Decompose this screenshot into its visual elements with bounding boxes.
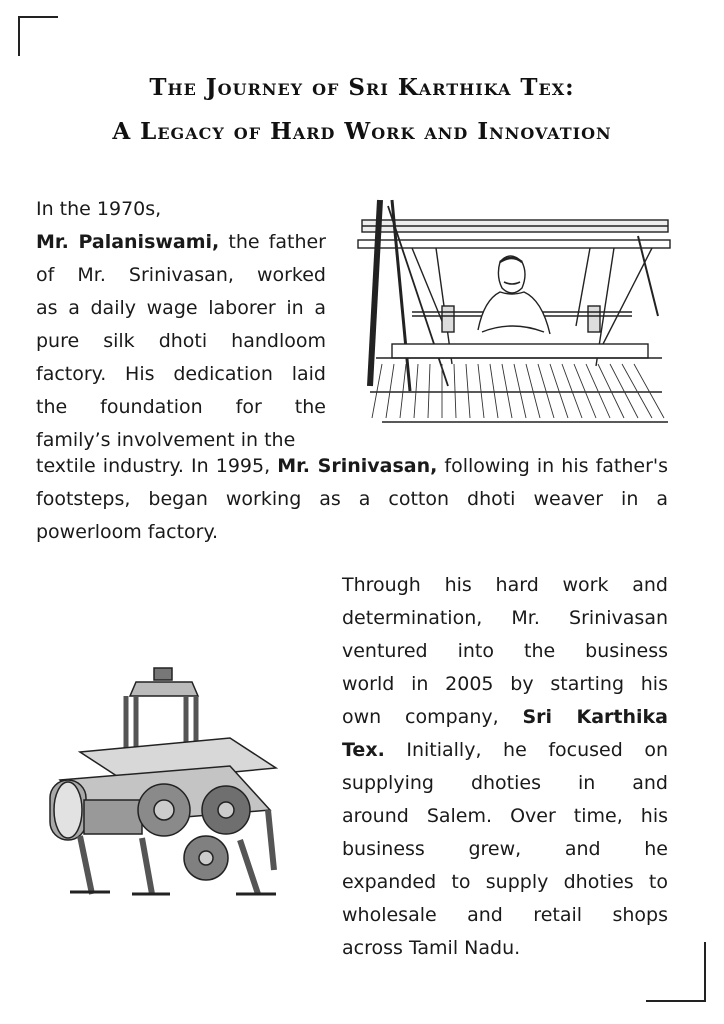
page-subtitle: A Legacy of Hard Work and Innovation — [112, 118, 612, 145]
intro-line-2-rest: the father — [219, 231, 326, 253]
business-line-12: across Tamil Nadu. — [342, 937, 521, 959]
business-line-5-text: own company, — [342, 706, 523, 728]
powerloom-machine-illustration — [40, 660, 292, 905]
company-name-part-1: Sri Karthika — [522, 706, 668, 728]
business-line-10: expanded to supply dhoties to — [342, 871, 668, 893]
intro-line-1: In the 1970s, — [36, 198, 162, 220]
intro-line-5: pure silk dhoti handloom — [36, 330, 326, 352]
business-line-4: world in 2005 by starting his — [342, 673, 668, 695]
intro-line-7: the foundation for the — [36, 396, 326, 418]
business-line-11: wholesale and retail shops — [342, 904, 668, 926]
intro-line-8: family’s involvement in the — [36, 429, 296, 451]
srinivasan-name: Mr. Srinivasan, — [277, 455, 438, 477]
business-line-8: around Salem. Over time, his — [342, 805, 668, 827]
intro-line-2 — [36, 226, 326, 259]
business-line-3: ventured into the business — [342, 640, 668, 662]
continuation-paragraph — [36, 450, 668, 549]
company-name-part-2: Tex. — [342, 739, 385, 761]
continuation-text-b: following in his father's footsteps, began working as a cotton dhoti weaver in a powerloom factory. — [36, 455, 669, 543]
business-line-1: Through his hard work and — [342, 574, 668, 596]
corner-ornament-top-left — [18, 16, 58, 56]
business-line-5 — [342, 701, 668, 734]
intro-line-4: as a daily wage laborer in a — [36, 297, 326, 319]
intro-line-6: factory. His dedication laid — [36, 363, 326, 385]
intro-paragraph — [36, 193, 326, 457]
business-line-2: determination, Mr. Srinivasan — [342, 607, 668, 629]
business-line-6-text: Initially, he focused on — [384, 739, 668, 761]
business-line-9: business grew, and he — [342, 838, 668, 860]
palaniswami-name: Mr. Palaniswami, — [36, 231, 220, 253]
handloom-weaver-illustration — [352, 196, 674, 428]
page-title: The Journey of Sri Karthika Tex: — [149, 74, 575, 101]
business-line-6 — [342, 734, 668, 767]
business-paragraph — [342, 569, 668, 965]
intro-line-3: of Mr. Srinivasan, worked — [36, 264, 326, 286]
business-line-7: supplying dhoties in and — [342, 772, 668, 794]
continuation-text-a: textile industry. In 1995, — [36, 455, 278, 477]
